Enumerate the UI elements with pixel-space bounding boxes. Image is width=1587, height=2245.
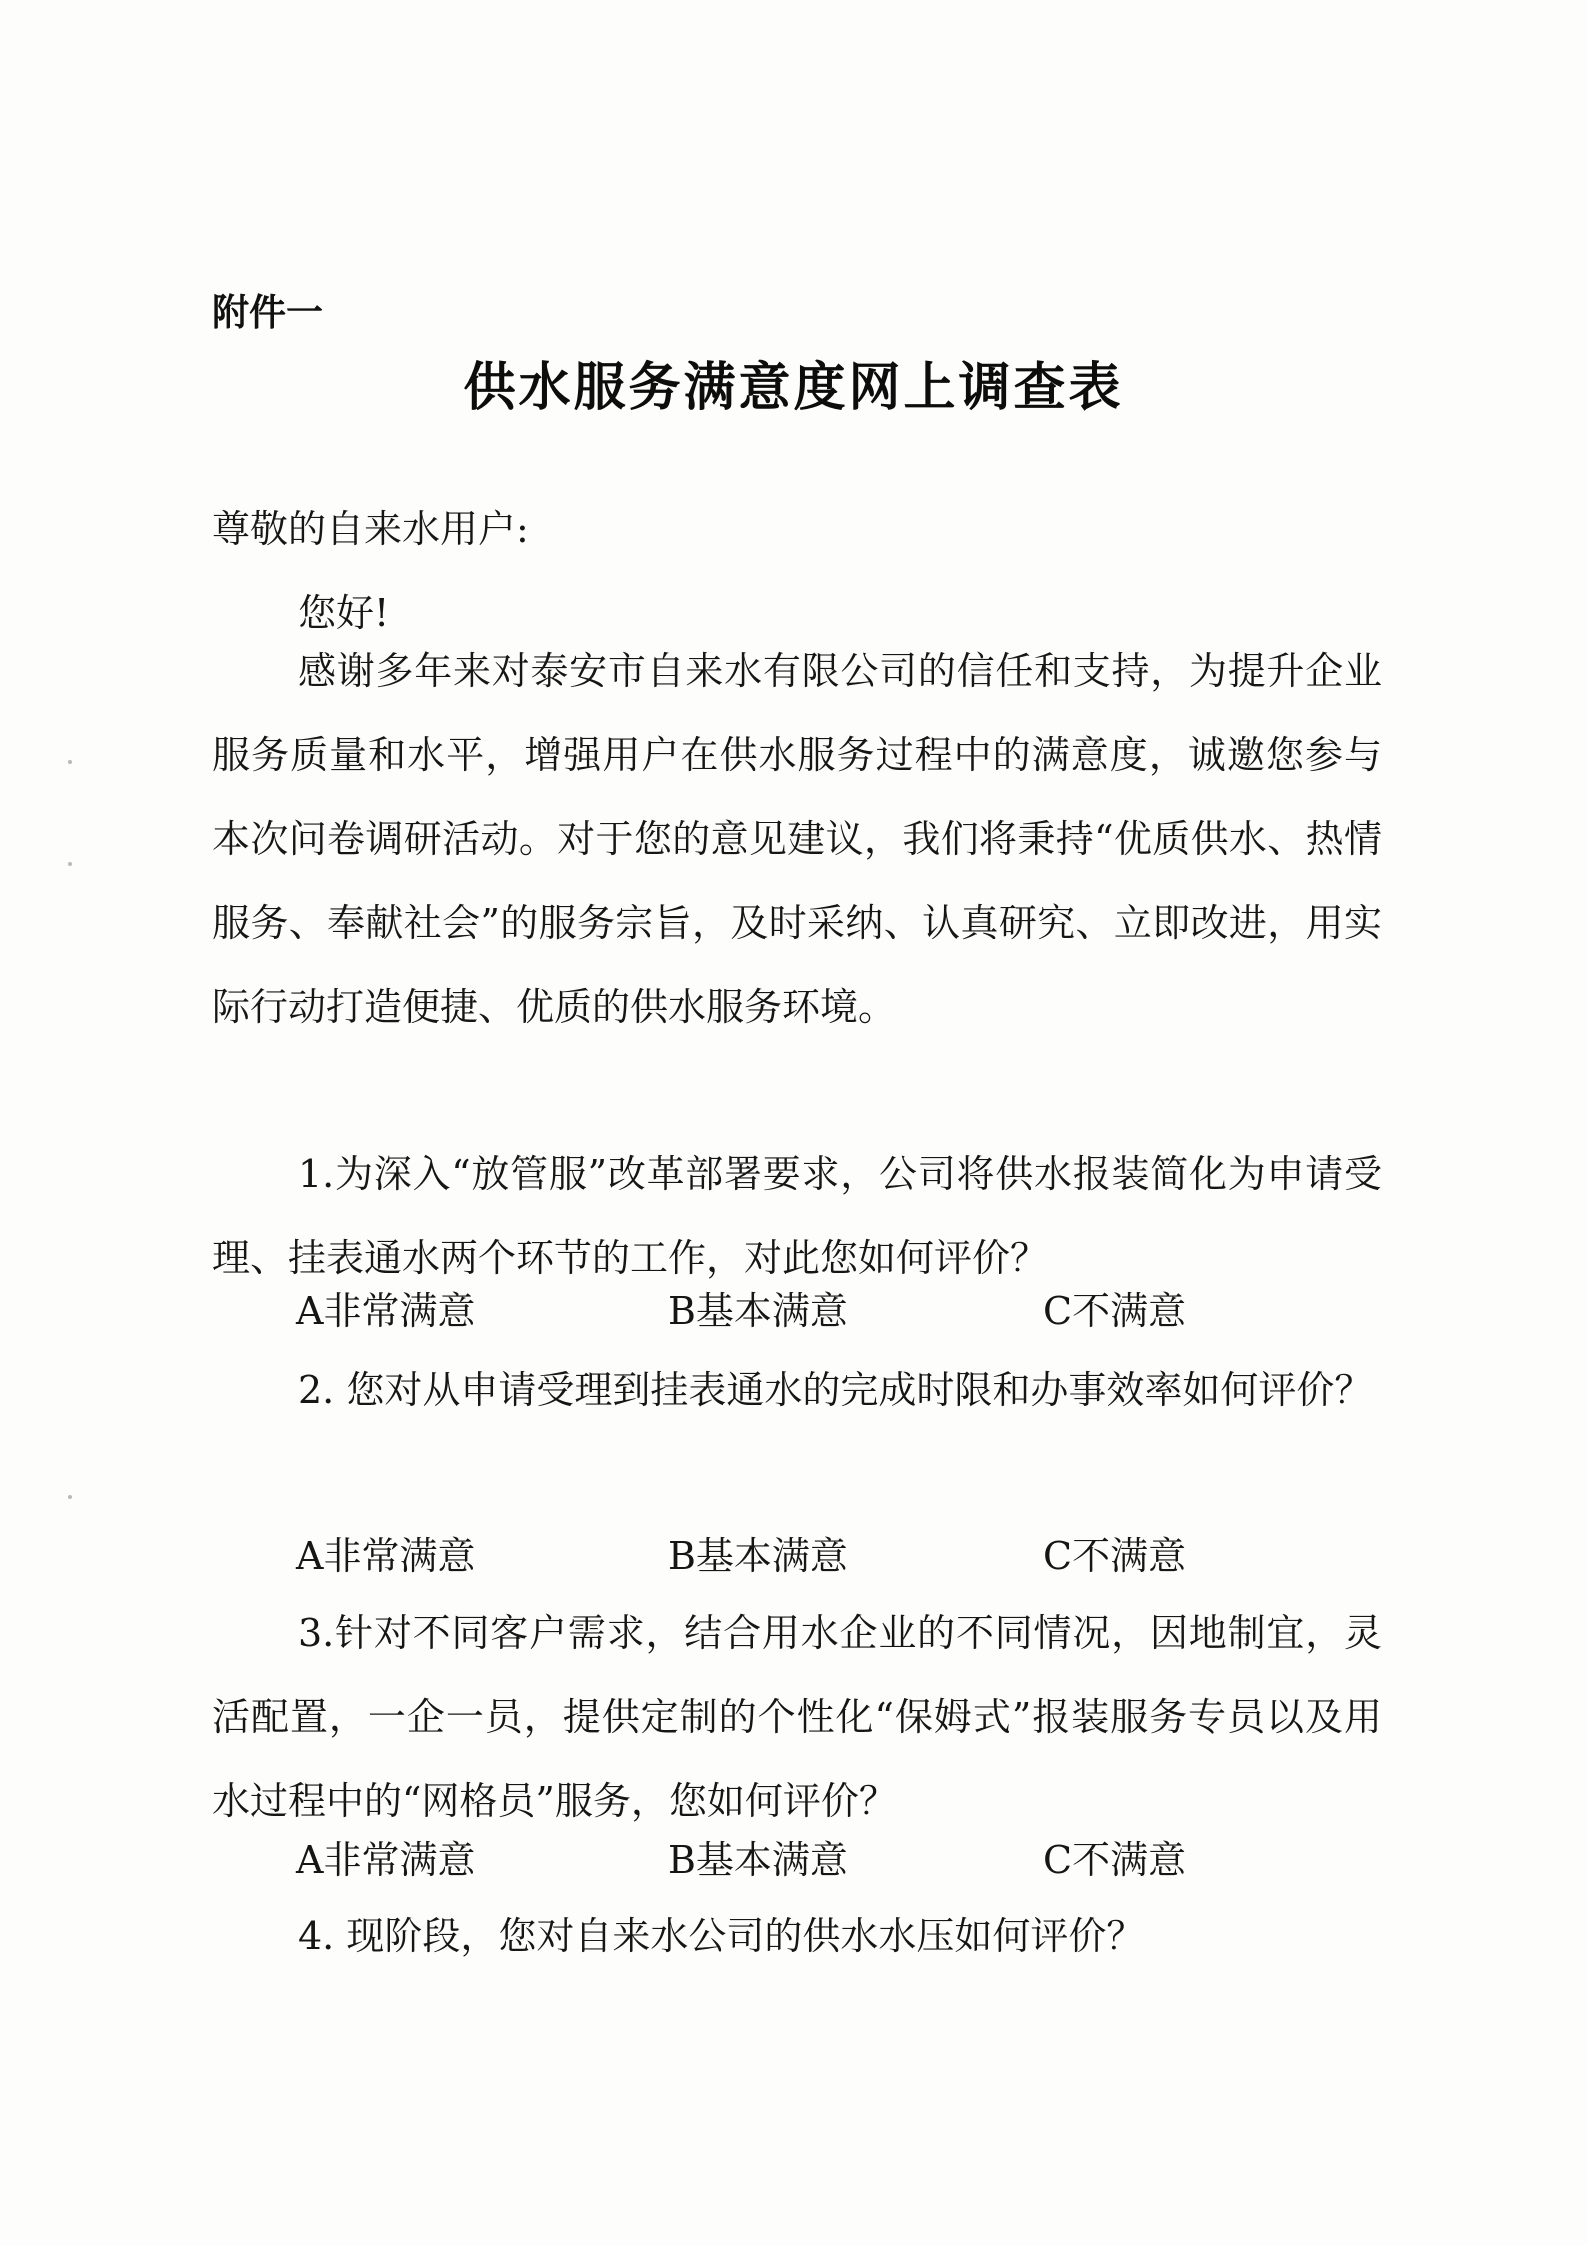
option-a: A非常满意 — [296, 1534, 476, 1578]
question-1: 1.为深入“放管服”改革部署要求，公司将供水报装简化为申请受理、挂表通水两个环节的工作，对此您如何评价？ — [212, 1152, 1382, 1280]
question-1-options — [296, 1281, 1296, 1341]
option-a: A非常满意 — [296, 1289, 476, 1333]
option-b: B基本满意 — [668, 1289, 848, 1333]
option-c: C不满意 — [1043, 1534, 1187, 1578]
scan-speck — [68, 862, 72, 866]
question-2-options — [296, 1526, 1296, 1586]
salutation: 尊敬的自来水用户: — [212, 507, 529, 551]
option-b: B基本满意 — [668, 1534, 848, 1578]
question-3-options — [296, 1830, 1296, 1890]
attachment-label: 附件一 — [212, 291, 323, 334]
scan-speck — [68, 760, 72, 764]
option-a: A非常满意 — [296, 1838, 476, 1882]
intro-paragraph: 感谢多年来对泰安市自来水有限公司的信任和支持，为提升企业服务质量和水平，增强用户在供水服务过程中的满意度，诚邀您参与本次问卷调研活动。对于您的意见建议，我们将秉持“优质供水、热情服务、奉献社会”的服务宗旨，及时采纳、认真研究、立即改进，用实际行动打造便捷、优质的供水服务环境。 — [212, 649, 1382, 1029]
option-c: C不满意 — [1043, 1838, 1187, 1882]
scan-speck — [68, 1495, 72, 1499]
option-c: C不满意 — [1043, 1289, 1187, 1333]
question-4: 4. 现阶段，您对自来水公司的供水水压如何评价？ — [298, 1914, 1145, 1958]
option-b: B基本满意 — [668, 1838, 848, 1882]
greeting: 您好! — [298, 591, 390, 635]
page-title: 供水服务满意度网上调查表 — [463, 358, 1124, 418]
question-2: 2. 您对从申请受理到挂表通水的完成时限和办事效率如何评价？ — [298, 1368, 1373, 1412]
question-3: 3.针对不同客户需求，结合用水企业的不同情况，因地制宜，灵活配置，一企一员，提供定制的个性化“保姆式”报装服务专员以及用水过程中的“网格员”服务，您如何评价？ — [212, 1611, 1382, 1823]
